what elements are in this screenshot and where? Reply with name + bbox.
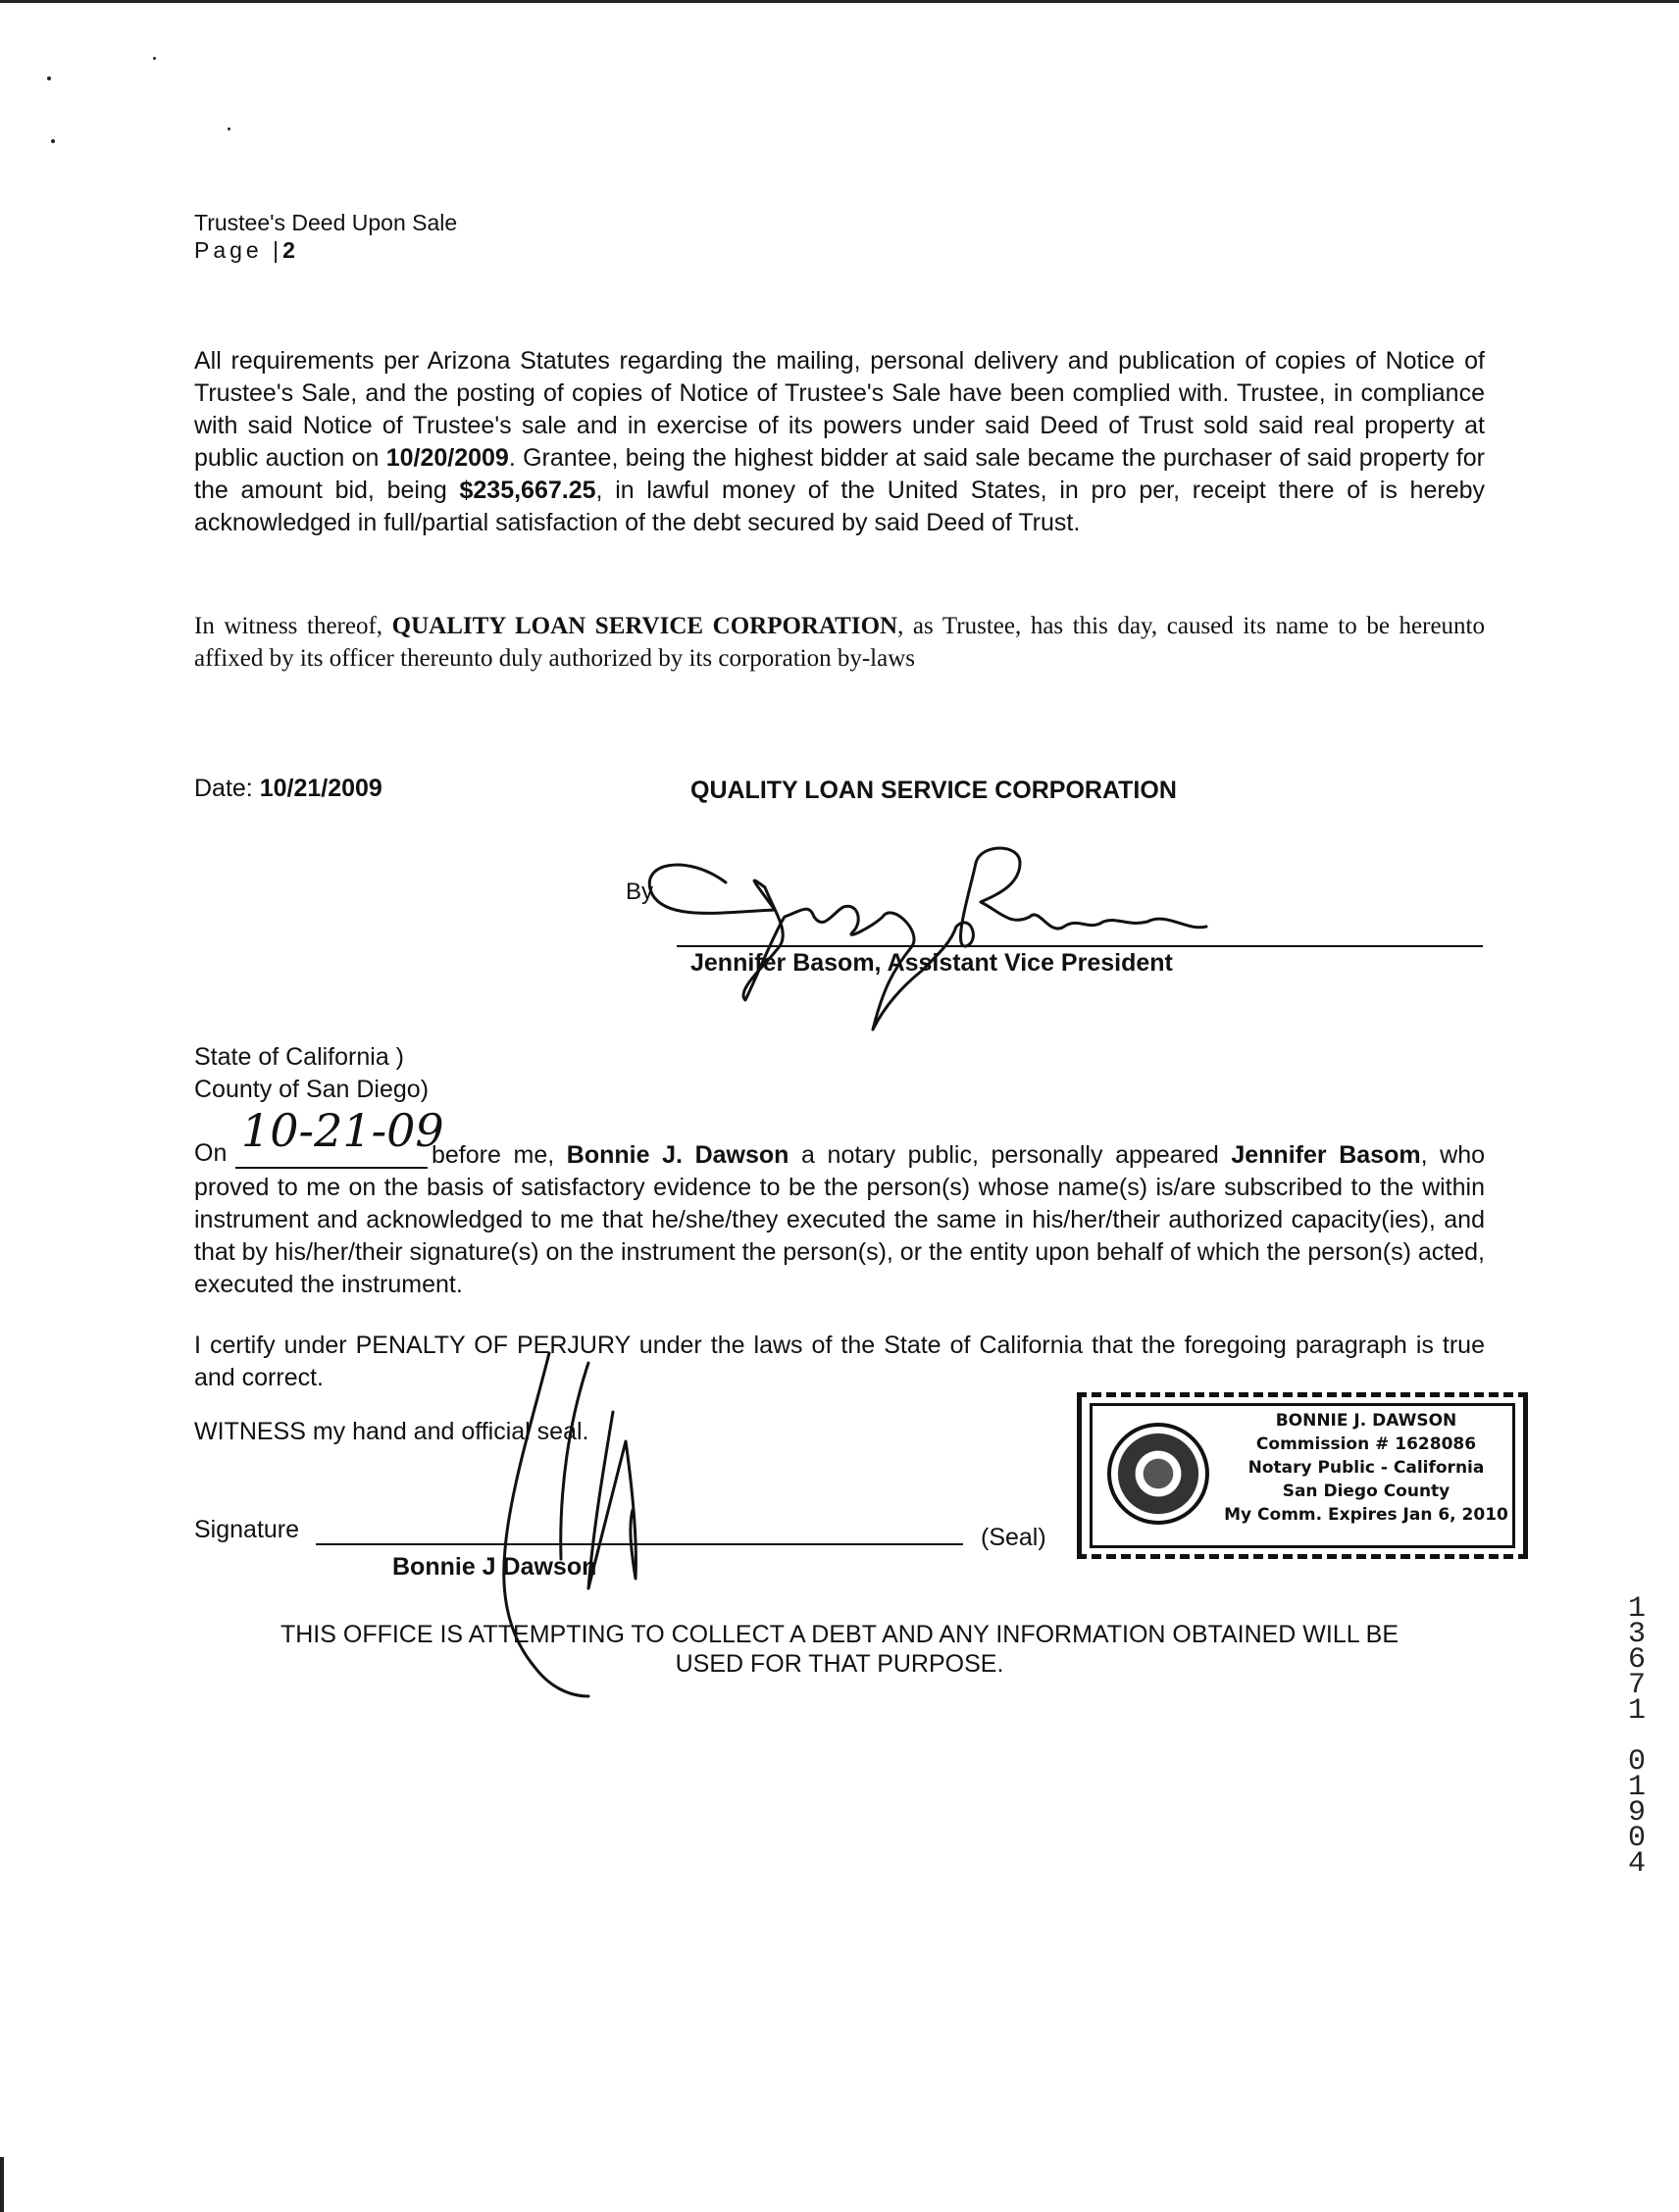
margin-digit: 0 xyxy=(1627,1745,1646,1779)
ack-text-c: , who proved to me on the basis of satisfactory evidence to be the person(s) whose name(s) is/are subscribed to the within instrument and acknowledged to me that he/she/they executed the same in his/her/their authorized capacity(ies), and that by his/her/their signature(s) on the instrument the person(s), or the entity upon behalf of which the person(s) acted, executed the instrument. xyxy=(194,1141,1485,1298)
notice-line-1: THIS OFFICE IS ATTEMPTING TO COLLECT A DEBT AND ANY INFORMATION OBTAINED WILL BE xyxy=(280,1621,1399,1648)
margin-digit: 6 xyxy=(1627,1643,1646,1677)
stamp-line-county: San Diego County xyxy=(1282,1482,1450,1501)
debt-collection-notice xyxy=(194,1620,1485,1679)
stamp-line-title: Notary Public - California xyxy=(1247,1458,1485,1478)
margin-digit: 1 xyxy=(1627,1771,1646,1804)
venue-block xyxy=(194,1041,429,1106)
stamp-line-expiry: My Comm. Expires Jan 6, 2010 xyxy=(1224,1505,1508,1525)
stamp-line-commission: Commission # 1628086 xyxy=(1255,1434,1477,1454)
sale-date: 10/20/2009 xyxy=(385,444,509,472)
page-indicator xyxy=(194,235,299,265)
by-label: By xyxy=(626,879,654,905)
signature-line-trustee xyxy=(677,945,1483,947)
para2-text-a: In witness thereof, xyxy=(194,613,392,639)
ack-text-b: a notary public, personally appeared xyxy=(789,1141,1232,1169)
margin-digit: 7 xyxy=(1627,1669,1646,1702)
on-label: On xyxy=(194,1139,228,1167)
scan-speck xyxy=(228,127,230,130)
notary-stamp xyxy=(1077,1392,1528,1559)
scan-left-border xyxy=(0,2157,4,2212)
acknowledgment-paragraph xyxy=(194,1139,1485,1301)
para1-text-c: , in lawful money of the United States, in pro per, receipt there of is hereby acknowledged in full/partial satisfaction of the debt secured by said Deed of Trust. xyxy=(194,477,1485,536)
margin-digit: 4 xyxy=(1627,1847,1646,1881)
scan-speck xyxy=(51,139,55,143)
handwritten-date: 10-21-09 xyxy=(241,1104,444,1157)
corp-name-inline: QUALITY LOAN SERVICE CORPORATION xyxy=(391,613,898,639)
page-number: 2 xyxy=(282,237,299,263)
notary-name: Bonnie J. Dawson xyxy=(566,1141,789,1169)
bid-amount: $235,667.25 xyxy=(459,477,596,504)
stamp-line-name: BONNIE J. DAWSON xyxy=(1275,1411,1457,1431)
document-title: Trustee's Deed Upon Sale xyxy=(194,210,458,235)
perjury-paragraph: I certify under PENALTY OF PERJURY under the laws of the State of California that the foregoing paragraph is true and correct. xyxy=(194,1332,1485,1391)
scan-speck xyxy=(47,76,51,80)
corp-heading: QUALITY LOAN SERVICE CORPORATION xyxy=(690,777,1177,804)
state-line: State of California ) xyxy=(194,1043,404,1071)
margin-digit: 3 xyxy=(1627,1618,1646,1651)
appeared-name: Jennifer Basom xyxy=(1231,1141,1421,1169)
date-label: Date: xyxy=(194,775,253,802)
margin-document-number xyxy=(1622,1592,1652,1881)
state-seal-icon xyxy=(1107,1423,1209,1525)
signature-label: Signature xyxy=(194,1516,300,1543)
notary-signature-name: Bonnie J Dawson xyxy=(392,1553,597,1581)
para1-text-b: . Grantee, being the highest bidder at said sale became the purchaser of said property for the amount bid, being xyxy=(194,444,1485,504)
date-line xyxy=(194,775,382,803)
margin-digit: 1 xyxy=(1627,1694,1646,1728)
seal-label: (Seal) xyxy=(981,1524,1046,1551)
para2-text-b: , as Trustee, has this day, caused its name to be hereunto affixed by its officer thereunto duly authorized by its corporation by-laws xyxy=(194,613,1485,672)
margin-digit: 9 xyxy=(1627,1796,1646,1830)
signature-line-notary xyxy=(316,1543,963,1545)
margin-digit: 0 xyxy=(1627,1822,1646,1855)
ack-text-a: before me, xyxy=(432,1141,567,1169)
date-value: 10/21/2009 xyxy=(259,775,382,802)
scan-speck xyxy=(153,57,156,60)
para1-text-a: All requirements per Arizona Statutes regarding the mailing, personal delivery and publication of copies of Notice of Trustee's Sale, and the posting of copies of Notice of Trustee's Sale have been complied with. Trustee, in compliance with said Notice of Trustee's sale and in exercise of its powers under said Deed of Trust sold said real property at public auction on xyxy=(194,347,1485,472)
trustee-signature xyxy=(649,848,1206,1030)
witness-paragraph xyxy=(194,610,1485,675)
stamp-text xyxy=(1219,1409,1513,1527)
signer-name-title: Jennifer Basom, Assistant Vice President xyxy=(690,949,1173,977)
county-line: County of San Diego) xyxy=(194,1076,430,1103)
page-prefix: Page | xyxy=(194,237,283,263)
witness-line: WITNESS my hand and official seal. xyxy=(194,1418,589,1445)
scan-top-border xyxy=(0,0,1679,3)
margin-digit: 1 xyxy=(1627,1592,1646,1626)
notice-line-2: USED FOR THAT PURPOSE. xyxy=(675,1650,1004,1678)
statute-paragraph xyxy=(194,345,1485,539)
